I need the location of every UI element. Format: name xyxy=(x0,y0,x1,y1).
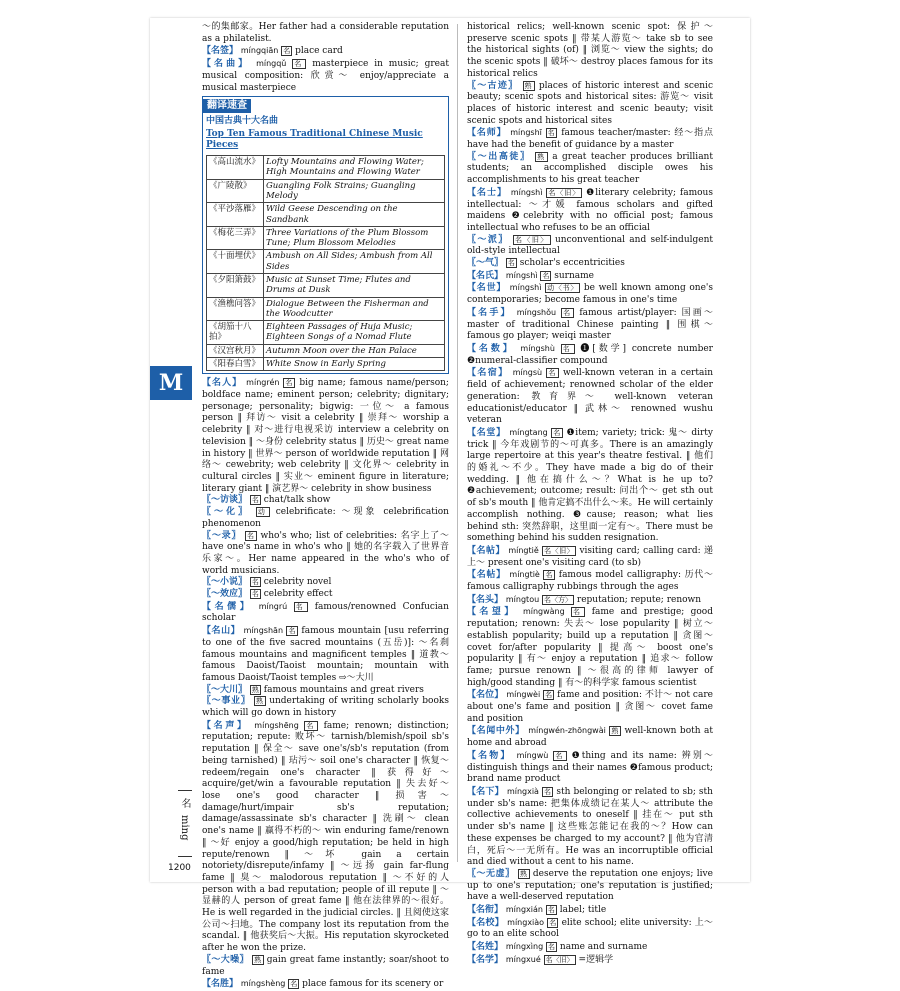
headword: 【名头】 xyxy=(467,594,504,605)
side-guide-char: 名 xyxy=(179,798,190,808)
piece-chinese: 《广陵散》 xyxy=(207,179,264,203)
pinyin: míngtou xyxy=(505,594,540,604)
headword: 【名宿】 xyxy=(467,368,509,379)
part-of-speech: 名 xyxy=(251,496,259,505)
definition: ～的集邮家。Her father had a considerable reputation as a philatelist. xyxy=(202,22,449,44)
definition: fame; renown; distinction; reputation; repute: 败坏～ tarnish/blemish/spoil sb's reputation ‖ 保全～ save one's/sb's reputation (from being tarnished) ‖ 玷污～ soil one's character ‖ 恢复～ redeem/regain one's character ‖ 获得好～ acquire/get/win a favourable reputation ‖ 失去好～ lose one's good character ‖ 损害～ damage/hurt/impair sb's reputation; damage/assassinate sb's character ‖ 洗刷～ clean one's name ‖ 赢得不朽的～ win enduring fame/renown ‖ ～好 enjoy a good/high reputation; be held in high repute/renown ‖ ～坏 gain a certain notoriety/disrepute/infamy ‖ ～远扬 gain far-flung fame ‖ 臭～ malodorous reputation ‖ ～不好的人 person with a bad reputation; people of ill repute ‖ ～显赫的人 person of great fame ‖ 他在法律界的～很好。He is well regarded in the judicial circles. ‖ 且阅使这家公司～扫地。The company lost its reputation from the scandal. ‖ 他获奖后～大振。His reputation skyrocketed after he won the prize. xyxy=(202,720,449,954)
part-of-speech: 名〈旧〉 xyxy=(544,546,575,555)
definition: celebrificate: ～现象 celebrification phenomenon xyxy=(202,507,449,529)
headword: 【名师】 xyxy=(467,128,507,139)
headword: 【名帖】 xyxy=(467,570,506,581)
definition: famous mountain [usu referring to one of the five sacred mountains (五岳)]: ～名刹 famous mountains and magnificent temples ‖ 道教～ famous Daoist/Taoist mountain; mountain with famous Daoist/Taoist temples ⇨～大川 xyxy=(202,626,449,683)
right-entries xyxy=(467,22,713,967)
entry xyxy=(202,601,449,625)
part-of-speech: 名〈旧〉 xyxy=(548,188,581,197)
pinyin: míngxià xyxy=(506,787,539,796)
part-of-speech: 名 xyxy=(288,627,296,636)
definition: famous model calligraphy: 历代～ famous calligraphy rubbings through the ages xyxy=(467,570,713,593)
definition: historical relics; well-known scenic spot: 保护～ preserve scenic spots ‖ 带某人游览～ take sb to see the historical sights (of) ‖ 浏览～ view the sights; do the scenic spots ‖ 破坏～ destroy places famous for its historical relics xyxy=(467,22,713,79)
headword: 【名望】 xyxy=(467,607,517,618)
entry xyxy=(202,625,449,685)
headword: 〖～小说〗 xyxy=(202,577,248,588)
pinyin: míngshān xyxy=(243,626,284,636)
entry xyxy=(202,720,449,955)
pinyin: míngqiān xyxy=(240,46,279,56)
definition: undertaking of writing scholarly books which will go down in history xyxy=(202,696,449,719)
definition: fame and position: 不计～ not care about one's fame and position ‖ 贪图～ covet fame and position xyxy=(467,690,713,724)
headword: 【名位】 xyxy=(467,690,504,701)
side-rule-top xyxy=(178,790,192,791)
headword: 〖～古迹〗 xyxy=(467,80,519,91)
part-of-speech: 名 xyxy=(553,428,561,437)
part-of-speech: 名 xyxy=(251,578,259,587)
entry xyxy=(467,786,713,869)
headword: 【名数】 xyxy=(467,343,515,354)
entry xyxy=(467,427,713,545)
pinyin: míngtiě xyxy=(508,545,539,555)
table-row xyxy=(207,156,445,180)
entry xyxy=(467,869,713,904)
left-bottom-entries xyxy=(202,377,449,991)
piece-chinese: 《高山流水》 xyxy=(207,156,264,180)
definition: be well known among one's contemporaries; become famous in one's time xyxy=(467,283,713,306)
pinyin: míngwén-zhōngwài xyxy=(528,726,606,736)
headword: 【名人】 xyxy=(202,378,243,389)
left-top-entries xyxy=(202,22,449,94)
table-row xyxy=(207,358,445,371)
pinyin: míngshù xyxy=(520,343,555,353)
definition: who's who; list of celebrities: 名字上了～ have one's name in who's who ‖ 她的名字载入了世界音乐家～。Her name appeared in the who's who of world musicians. xyxy=(202,530,449,576)
part-of-speech: 熟 xyxy=(254,955,262,964)
definition: well-known veteran in a certain field of achievement; renowned scholar of the elder generation: 教育界～ well-known veteran educationist/educator ‖ 武林～ renowned wushu veteran xyxy=(467,368,714,426)
pinyin: míngxiào xyxy=(507,917,545,927)
part-of-speech: 名〈方〉 xyxy=(544,595,573,604)
definition: place famous for its scenery or xyxy=(302,979,444,990)
pinyin: míngrén xyxy=(246,378,280,388)
pinyin: míngwù xyxy=(516,750,549,760)
entry xyxy=(467,689,713,725)
pinyin: míngqǔ xyxy=(256,59,287,69)
part-of-speech: 熟 xyxy=(251,685,259,694)
piece-english: White Snow in Early Spring xyxy=(264,358,445,371)
headword: 〖～派〗 xyxy=(467,234,509,245)
box-title-cn: 中国古典十大名曲 xyxy=(206,115,279,126)
piece-english: Autumn Moon over the Han Palace xyxy=(264,344,445,357)
entry xyxy=(467,569,713,593)
part-of-speech: 名 xyxy=(290,980,298,989)
entry xyxy=(467,282,713,306)
definition: famous/renowned Confucian scholar xyxy=(202,601,449,624)
headword: 〖～效应〗 xyxy=(202,589,248,600)
side-guide-pinyin: ming xyxy=(179,815,190,841)
entry xyxy=(467,904,713,917)
headword: 【名下】 xyxy=(467,787,504,797)
part-of-speech: 名 xyxy=(563,308,573,317)
headword: 【名学】 xyxy=(467,954,504,965)
part-of-speech: 熟 xyxy=(520,869,528,878)
pinyin: míngxué xyxy=(505,954,541,964)
part-of-speech: 名 xyxy=(285,379,294,388)
part-of-speech: 名 xyxy=(572,608,584,617)
letter-tab: M xyxy=(150,366,192,400)
piece-english: Lofty Mountains and Flowing Water; High Mountains and Flowing Water xyxy=(264,156,445,180)
pinyin: míngrú xyxy=(258,601,288,611)
music-table xyxy=(206,155,445,371)
pinyin: míngshēng xyxy=(254,720,299,730)
piece-chinese: 《胡笳十八拍》 xyxy=(207,321,264,345)
entry xyxy=(202,589,449,601)
entry xyxy=(467,917,713,941)
part-of-speech: 名〈旧〉 xyxy=(545,955,574,964)
part-of-speech: 名 xyxy=(545,571,554,580)
piece-english: Three Variations of the Plum Blossom Tune; Plum Blossom Melodies xyxy=(264,226,445,250)
table-row xyxy=(207,274,445,298)
entry xyxy=(467,954,713,967)
entry xyxy=(467,606,713,689)
part-of-speech: 熟 xyxy=(524,81,533,90)
piece-english: Eighteen Passages of Huja Music; Eighteen Songs of a Nomad Flute xyxy=(264,321,445,345)
entry xyxy=(202,531,449,578)
part-of-speech: 名 xyxy=(542,271,550,280)
definition: name and surname xyxy=(559,942,648,953)
part-of-speech: 熟 xyxy=(255,697,264,706)
headword: 【名堂】 xyxy=(467,427,506,438)
entry xyxy=(202,955,449,978)
headword: 〖～事业〗 xyxy=(202,696,251,707)
definition: celebrity novel xyxy=(263,577,332,588)
headword: 【名姓】 xyxy=(467,942,504,953)
pinyin: míngshǒu xyxy=(516,307,557,317)
entry xyxy=(467,545,713,569)
part-of-speech: 名 xyxy=(247,531,255,540)
headword: 【名儒】 xyxy=(202,601,253,612)
headword: 〖～大噪〗 xyxy=(202,954,249,965)
part-of-speech: 名 xyxy=(555,751,565,760)
pinyin: míngwàng xyxy=(522,607,565,617)
side-guide xyxy=(168,798,192,841)
entry xyxy=(202,577,449,589)
definition: gain great fame instantly; soar/shoot to fame xyxy=(202,954,449,977)
piece-english: Guangling Folk Strains; Guangling Melody xyxy=(264,179,445,203)
headword: 【名闻中外】 xyxy=(467,726,525,737)
part-of-speech: 名 xyxy=(283,47,291,56)
entry xyxy=(467,941,713,954)
part-of-speech: 名 xyxy=(548,943,556,952)
entry xyxy=(467,235,713,258)
headword: 【名世】 xyxy=(467,283,507,294)
piece-chinese: 《阳春白雪》 xyxy=(207,358,264,371)
headword: 【名物】 xyxy=(467,750,512,761)
definition: sth belonging or related to sb; sth under sb's name: 把集体成绩记在某人～ attribute the collective achievements to oneself ‖ 挂在～ put sth under sb's name ‖ 这些账怎能记在我的～？How can these expenses be charged to my account? ‖ 他为官清白，死后～一无所有。He was an incorruptible official and died without a cent to his name. xyxy=(467,787,713,868)
definition: big name; famous name/person; boldface name; eminent person; celebrity; dignitary; personage; personality; bigwig: 一位～ a famous person ‖ 拜访～ visit a celebrity ‖ 崇拜～ worship a celebrity ‖ 对～进行电视采访 interview a celebrity on television ‖ ～身份 celebrity status ‖ 历史～ great name in history ‖ 世界～ person of worldwide reputation ‖ 网络～ cewebrity; web celebrity ‖ 文化界～ celebrity in cultural circles ‖ 实业～ eminent figure in literature; literary giant ‖ 演艺界～ celebrity in show business xyxy=(202,378,449,494)
part-of-speech: 名 xyxy=(548,369,557,378)
part-of-speech: 名 xyxy=(251,590,259,599)
entry xyxy=(202,377,449,495)
headword: 〖～访谈〗 xyxy=(202,495,248,506)
part-of-speech: 名 xyxy=(547,906,555,915)
piece-english: Ambush on All Sides; Ambush from All Sides xyxy=(264,250,445,274)
translation-box xyxy=(202,96,449,374)
table-row xyxy=(207,226,445,250)
pinyin: míngwèi xyxy=(506,690,541,700)
entry xyxy=(467,367,713,427)
piece-chinese: 《渔樵问答》 xyxy=(207,297,264,321)
pinyin: míngsù xyxy=(512,368,543,378)
pinyin: míngshī xyxy=(510,128,542,138)
entry xyxy=(467,343,713,367)
definition: celebrity effect xyxy=(263,589,333,600)
headword: 【名衔】 xyxy=(467,905,504,916)
headword: 〖～化〗 xyxy=(202,507,250,518)
headword: 【名手】 xyxy=(467,307,512,318)
definition: a great teacher produces brilliant students; an accomplished disciple owes his accomplishments to his great teacher xyxy=(467,151,713,186)
part-of-speech: 名 xyxy=(295,602,307,611)
headword: 〖～气〗 xyxy=(467,258,504,269)
definition: surname xyxy=(554,270,595,281)
entry xyxy=(467,594,713,607)
headword: 【名声】 xyxy=(202,720,249,731)
definition: chat/talk show xyxy=(263,495,331,506)
headword: 【名曲】 xyxy=(202,59,251,70)
entry xyxy=(202,507,449,530)
entry xyxy=(467,725,713,749)
definition: scholar's eccentricities xyxy=(519,258,625,269)
table-row xyxy=(207,321,445,345)
definition: label; title xyxy=(559,905,607,916)
definition: fame and prestige; good reputation; renown: 失去～ lose popularity ‖ 树立～ establish popularity; build up a reputation ‖ 贪图～ covet for/after popularity ‖ 提高～ boost one's popularity ‖ 有～ enjoy a reputation ‖ 追求～ follow fame; pursue renown ‖ ～很高的律师 lawyer of high/good standing ‖ 有～的科学家 famous scientist xyxy=(467,607,713,688)
definition: well-known both at home and abroad xyxy=(467,726,713,749)
entry xyxy=(467,22,713,81)
definition: famous artist/player: 国画～ master of traditional Chinese painting ‖ 围棋～ famous go player; weiqi master xyxy=(467,307,713,342)
pinyin: míngxián xyxy=(505,905,543,915)
piece-chinese: 《十面埋伏》 xyxy=(207,250,264,274)
entry xyxy=(467,187,713,235)
definition: =逻辑学 xyxy=(578,954,614,965)
pinyin: míngshèng xyxy=(240,979,286,989)
definition: places of historic interest and scenic beauty; scenic spots and historical sites: 游览～ visit places of historic interest and scenic beauty; visit scenic spots and historical sites xyxy=(467,80,713,126)
definition: visiting card; calling card: 递上～ present one's visiting card (to sb) xyxy=(467,545,713,568)
table-row xyxy=(207,297,445,321)
piece-chinese: 《夕阳箫鼓》 xyxy=(207,274,264,298)
table-row xyxy=(207,250,445,274)
definition: ❶[数学] concrete number ❷numeral-classifier compound xyxy=(467,343,713,366)
definition: ❶literary celebrity; famous intellectual: ～才媛 famous scholars and gifted maidens ❷celebrity with no official post; famous intellectual who refuses to be an official xyxy=(467,187,713,233)
pinyin: míngtang xyxy=(509,427,548,437)
entry xyxy=(467,307,713,343)
definition: deserve the reputation one enjoys; live up to one's reputation; one's reputation is justified; have a well-deserved reputation xyxy=(467,868,713,903)
pinyin: míngshì xyxy=(510,187,543,197)
headword: 【名帖】 xyxy=(467,545,505,556)
headword: 【名山】 xyxy=(202,626,241,637)
part-of-speech: 名 xyxy=(294,60,305,69)
table-row xyxy=(207,179,445,203)
headword: 【名氏】 xyxy=(467,270,504,281)
piece-english: Wild Geese Descending on the Sandbank xyxy=(264,203,445,227)
piece-english: Music at Sunset Time; Flutes and Drums at Dusk xyxy=(264,274,445,298)
entry xyxy=(467,258,713,270)
part-of-speech: 名 xyxy=(507,259,515,268)
part-of-speech: 名 xyxy=(549,918,557,927)
headword: 〖～出高徒〗 xyxy=(467,151,531,162)
entry xyxy=(202,978,449,991)
part-of-speech: 名 xyxy=(545,691,553,700)
entry xyxy=(467,81,713,128)
headword: 〖～无虚〗 xyxy=(467,868,515,879)
definition: elite school; elite university: 上～ go to an elite school xyxy=(467,917,713,940)
headword: 【名校】 xyxy=(467,917,505,928)
headword: 【名士】 xyxy=(467,187,507,198)
entry xyxy=(202,685,449,697)
entry xyxy=(467,127,713,151)
entry xyxy=(202,696,449,719)
entry xyxy=(202,45,449,58)
part-of-speech: 名〈旧〉 xyxy=(515,235,549,244)
table-row xyxy=(207,344,445,357)
piece-chinese: 《汉宫秋月》 xyxy=(207,344,264,357)
definition: famous mountains and great rivers xyxy=(263,684,424,695)
pinyin: míngxìng xyxy=(505,942,544,952)
part-of-speech: 熟 xyxy=(611,727,619,736)
headword: 【名胜】 xyxy=(202,979,239,990)
entry xyxy=(202,58,449,94)
part-of-speech: 名 xyxy=(547,129,556,138)
piece-chinese: 《梅花三弄》 xyxy=(207,226,264,250)
part-of-speech: 熟 xyxy=(537,152,546,161)
right-column xyxy=(467,22,713,967)
definition: unconventional and self-indulgent old-style intellectual xyxy=(467,234,713,257)
headword: 〖～大川〗 xyxy=(202,684,248,695)
left-column xyxy=(202,22,449,991)
part-of-speech: 动〈书〉 xyxy=(547,284,579,293)
pinyin: míngshì xyxy=(509,283,542,293)
piece-chinese: 《平沙落雁》 xyxy=(207,203,264,227)
definition: masterpiece in music; great musical composition: 欣赏～ enjoy/appreciate a musical masterpiece xyxy=(202,59,449,93)
part-of-speech: 名 xyxy=(544,788,552,796)
page-number: 1200 xyxy=(168,863,191,873)
piece-english: Dialogue Between the Fisherman and the Woodcutter xyxy=(264,297,445,321)
headword: 〖～录〗 xyxy=(202,530,242,541)
box-title-en: Top Ten Famous Traditional Chinese Music Pieces xyxy=(206,128,423,151)
definition: place card xyxy=(295,46,343,57)
part-of-speech: 名 xyxy=(306,721,317,730)
pinyin: míngshì xyxy=(505,270,538,280)
part-of-speech: 动 xyxy=(257,508,268,517)
table-row xyxy=(207,203,445,227)
definition: ❶item; variety; trick: 鬼～ dirty trick ‖ 今年戏剧节的～可真多。There is an amazingly large repertoire at this year's theatre festival. ‖ 他们的婚礼～不少。They have made a big do of their wedding. ‖ 他在搞什么～？What is he up to? ❷achievement; outcome; result: 问出个～ get sth out of sb's mouth ‖ 他肯定搞不出什么～来。He will certainly accomplish nothing. ❸cause; reason; what lies behind sth: 突然辞职，这里面一定有～。There must be something behind his sudden resignation. xyxy=(467,427,713,544)
column-divider xyxy=(457,24,458,862)
definition: ❶thing and its name: 辨别～ distinguish things and their names ❷famous product; brand name product xyxy=(467,750,714,785)
definition: famous teacher/master: 经～指点 have had the benefit of guidance by a master xyxy=(467,128,713,151)
pinyin: míngtiè xyxy=(509,570,540,580)
dictionary-page xyxy=(150,18,750,990)
entry xyxy=(467,750,713,786)
box-tag: 翻译速查 xyxy=(203,99,251,113)
entry xyxy=(467,152,713,187)
entry xyxy=(202,22,449,45)
headword: 【名签】 xyxy=(202,46,239,57)
entry xyxy=(202,495,449,507)
definition: reputation; repute; renown xyxy=(576,594,702,605)
side-rule-bottom xyxy=(178,856,192,857)
part-of-speech: 名 xyxy=(562,344,573,353)
entry xyxy=(467,270,713,283)
